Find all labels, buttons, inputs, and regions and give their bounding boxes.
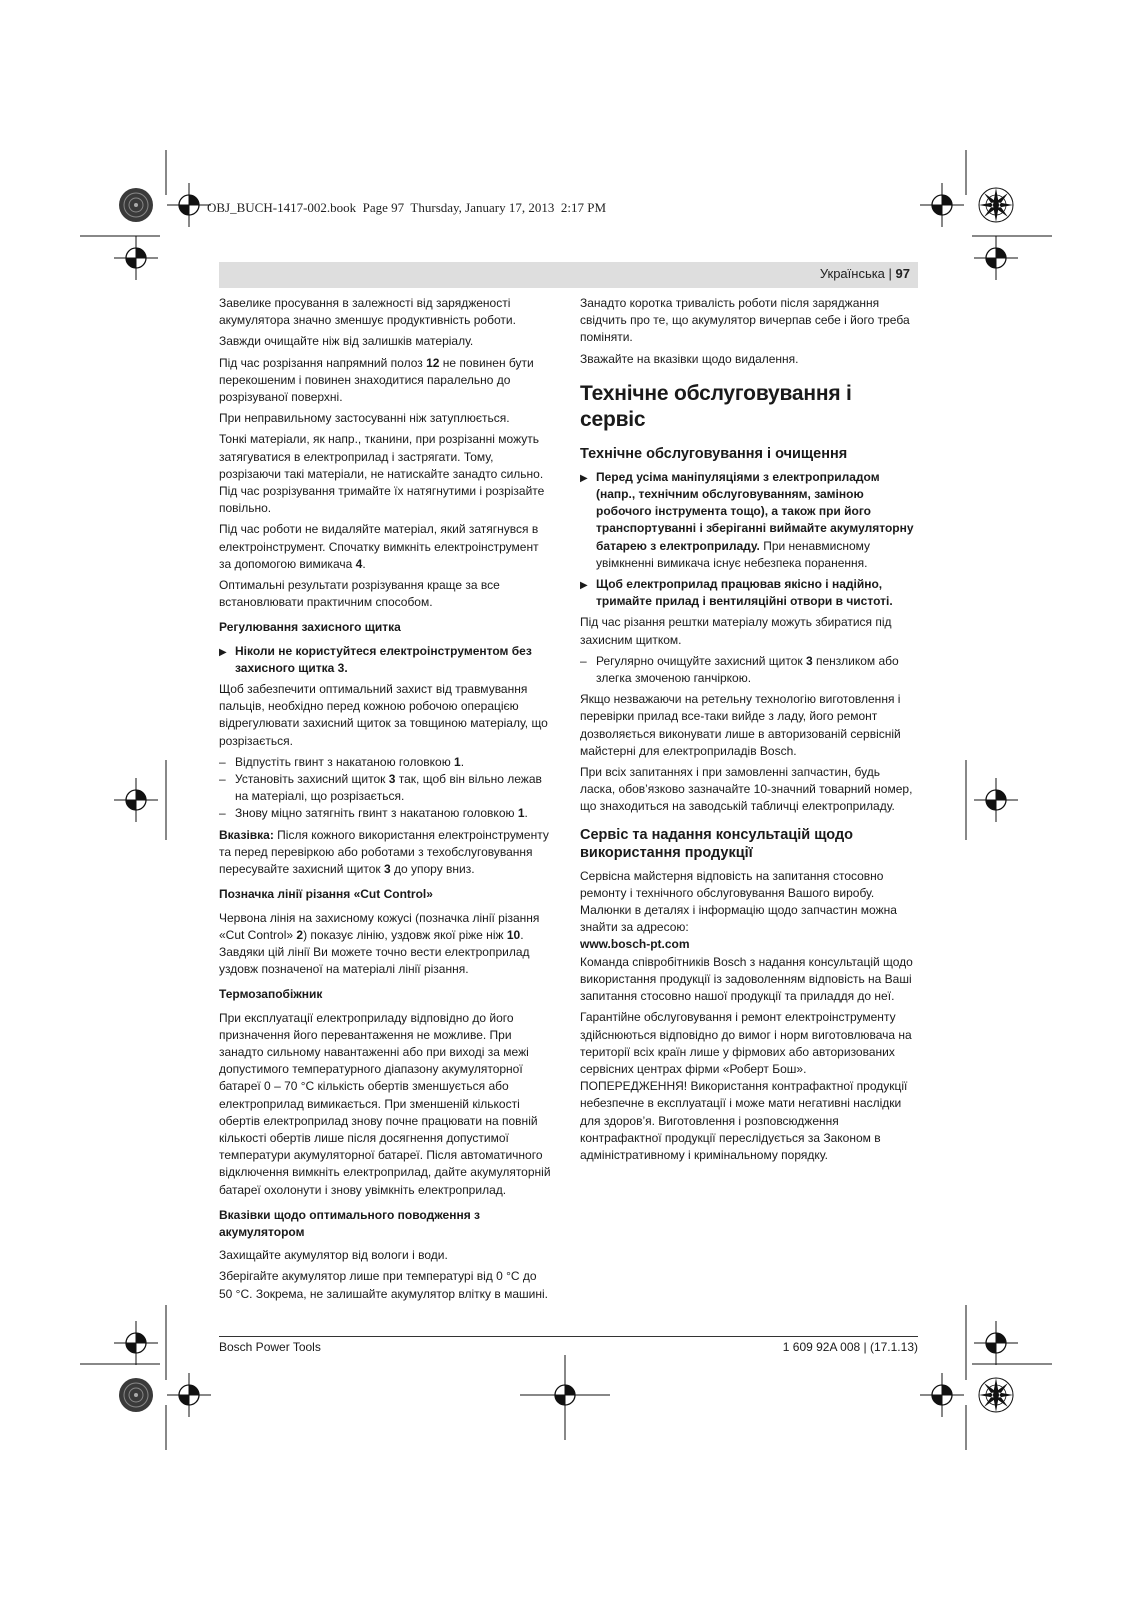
crosshair-icon xyxy=(114,778,158,822)
paragraph: Тонкі матеріали, як напр., тканини, при розрізанні можуть затягуватися в електроприлад і застрягати. Тому, розрізаючи такі матеріали, не натискайте занадто сильно. Під час розрізування тримайте їх натягнутими і розрізайте повільно. xyxy=(219,432,545,516)
paragraph: Щоб забезпечити оптимальний захист від травмування пальців, необхідно перед кожною робочою операцією відрегулювати захисний щиток за товщиною матеріалу, що розрізається. xyxy=(219,682,548,748)
radial-target-icon xyxy=(119,188,153,222)
bullet-text: Щоб електроприлад працював якісно і надійно, тримайте прилад і вентиляційні отвори в чистоті. xyxy=(596,577,893,609)
crosshair-icon xyxy=(974,236,1018,280)
paragraph: Зважайте на вказівки щодо видалення. xyxy=(580,351,799,366)
bullet-text: Ніколи не користуйтеся електроінструментом без захисного щитка 3. xyxy=(235,643,532,675)
paragraph: Під час розрізання напрямний полоз 12 не повинен бути перекошеним і повинен знаходитися паралельно до розрізуваної поверхні. xyxy=(219,355,534,405)
paragraph: Завжди очищайте ніж від залишків матеріалу. xyxy=(219,334,474,349)
paragraph: При неправильному застосуванні ніж затуплюється. xyxy=(219,411,510,426)
triangle-right-icon: ▶ xyxy=(580,472,588,484)
header-language: Українська xyxy=(819,266,885,281)
list-item: – Установіть захисний щиток 3 так, щоб він вільно лежав на матеріалі, що розрізається. xyxy=(219,772,542,804)
paragraph: Сервісна майстерня відповість на запитання стосовно ремонту і технічного обслуговування Вашого виробу. Малюнки в деталях і інформацію щодо запчастин можна знайти за адресою: xyxy=(580,868,897,935)
paragraph: При експлуатації електроприладу відповідно до його призначення його перевантаження не можливе. При занадто сильному навантаженні або при виході за межі допустимого температурного діапазону акумуляторної батареї 0 – 70 °C кількість обертів зменшується або електроприлад вимикається. При зменшеній кількості обертів електроприлад знову почне працювати на повній кількості обертів лише після досягнення допустимої температури акумуляторної батареї. Після автоматичного відключення вимкніть електроприлад, дайте акумуляторній батареї охолонути і знову увімкніть електроприлад. xyxy=(219,1010,551,1197)
paragraph: Завелике просування в залежності від зарядженості акумулятора значно зменшує продуктивність роботи. xyxy=(219,296,516,328)
note-paragraph: Вказівка: Після кожного використання електроінструменту та перед перевіркою або роботами з техобслуговування пересувайте захисний щиток 3 до упору вниз. xyxy=(219,827,549,877)
subsection-heading-service: Сервіс та надання консультацій щодо використання продукції xyxy=(580,826,854,861)
paragraph: Захищайте акумулятор від вологи і води. xyxy=(219,1248,448,1263)
paragraph: Гарантійне обслуговування і ремонт електроінструменту здійснюються відповідно до вимог і норм виготовлювача на території всіх країн лише у фірмових або авторизованих сервісних центрах фірми «Роберт Бош». ПОПЕРЕДЖЕННЯ! Використання контрафактної продукції небезпечне в експлуатації і може мати негативні наслідки для здоров’я. Виготовлення і розповсюдження контрафактної продукції переслідується за Законом в адміністративному і кримінальному порядку. xyxy=(580,1010,912,1162)
crosshair-icon xyxy=(114,1321,158,1365)
triangle-right-icon: ▶ xyxy=(580,580,588,592)
crosshair-icon xyxy=(114,236,158,280)
radial-target-icon xyxy=(119,1378,153,1412)
crosshair-icon xyxy=(167,183,211,227)
step-list xyxy=(580,653,914,687)
paragraph: Червона лінія на захисному кожусі (позначка лінії різання «Cut Control» 2) показує лінію, уздовж якої ріже ніж 10. Завдяки цій лінії Ви можете точно вести електроприлад уздовж позначеної на матеріалі лінії різання. xyxy=(219,910,540,977)
footer-brand: Bosch Power Tools xyxy=(219,1340,321,1354)
page-header xyxy=(219,262,918,288)
paragraph: Під час різання рештки матеріалу можуть збиратися під захисним щитком. xyxy=(580,615,892,647)
crosshair-icon xyxy=(920,1373,964,1417)
warning-bullet xyxy=(219,643,553,677)
list-item: – Регулярно очищуйте захисний щиток 3 пензликом або злегка змоченою ганчіркою. xyxy=(580,653,899,686)
paragraph: Команда співробітників Bosch з надання консультацій щодо використання продукції із задоволенням відповість на Ваші запитання стосовно нашої продукції та приладдя до неї. xyxy=(580,954,913,1004)
bullet-text: Перед усіма маніпуляціями з електроприладом (напр., технічним обслуговуванням, заміною робочого інструмента тощо), а також при його транспортуванні і зберіганні виймайте акумуляторну батарею з електроприладу. При ненавмисному увімкненні вимикача існує небезпека поранення. xyxy=(596,469,914,570)
crosshair-icon xyxy=(974,1321,1018,1365)
subheading-thermo: Термозапобіжник xyxy=(219,987,323,1002)
right-column xyxy=(580,295,914,1168)
page-number: 97 xyxy=(895,266,910,281)
subsection-heading-maintenance: Технічне обслуговування і очищення xyxy=(580,445,848,462)
paragraph: Зберігайте акумулятор лише при температурі від 0 °C до 50 °C. Зокрема, не залишайте акумулятор влітку в машині. xyxy=(219,1269,548,1301)
list-item: – Відпустіть гвинт з накатаною головкою 1. xyxy=(219,754,465,769)
paragraph: Якщо незважаючи на ретельну технологію виготовлення і перевірки прилад все-таки вийде з ладу, його ремонт дозволяється виконувати лише в авторизованій сервісній майстерні для електроприладів Bosch. xyxy=(580,692,901,758)
book-info-line: OBJ_BUCH-1417-002.book Page 97 Thursday, January 17, 2013 2:17 PM xyxy=(207,200,607,215)
header-text xyxy=(820,266,910,281)
left-column xyxy=(219,295,553,1307)
crosshair-icon xyxy=(974,778,1018,822)
website-link[interactable]: www.bosch-pt.com xyxy=(580,937,690,952)
warning-bullet xyxy=(580,576,914,610)
list-item: – Знову міцно затягніть гвинт з накатаною головкою 1. xyxy=(219,806,528,821)
footer-code: 1 609 92A 008 | (17.1.13) xyxy=(782,1340,918,1354)
paragraph: Під час роботи не видаляйте матеріал, який затягнувся в електроінструмент. Спочатку вимкніть електроінструмент за допомогою вимикача 4. xyxy=(219,522,539,571)
paragraph: Оптимальні результати розрізування краще за все встановлювати практичним способом. xyxy=(219,578,500,610)
footer-rule xyxy=(219,1336,918,1337)
paragraph: При всіх запитаннях і при замовленні запчастин, будь ласка, обов’язково зазначайте 10-значний товарний номер, що знаходиться на заводській табличці електроприладу. xyxy=(580,765,913,814)
warning-bullet xyxy=(580,469,914,572)
paragraph: Занадто коротка тривалість роботи після заряджання свідчить про те, що акумулятор вичерпав себе і його треба поміняти. xyxy=(580,296,910,345)
crosshair-icon xyxy=(167,1373,211,1417)
header-separator: | xyxy=(884,266,896,281)
crosshair-icon xyxy=(920,183,964,227)
subheading-cut-control: Позначка лінії різання «Cut Control» xyxy=(219,887,433,902)
radial-target-icon xyxy=(979,188,1013,222)
radial-target-icon xyxy=(979,1378,1013,1412)
triangle-right-icon: ▶ xyxy=(219,646,227,658)
subheading-battery: Вказівки щодо оптимального поводження з акумулятором xyxy=(219,1207,481,1239)
section-heading: Технічне обслуговування і сервіс xyxy=(580,381,852,431)
step-list xyxy=(219,754,553,823)
subheading-guard: Регулювання захисного щитка xyxy=(219,620,401,635)
